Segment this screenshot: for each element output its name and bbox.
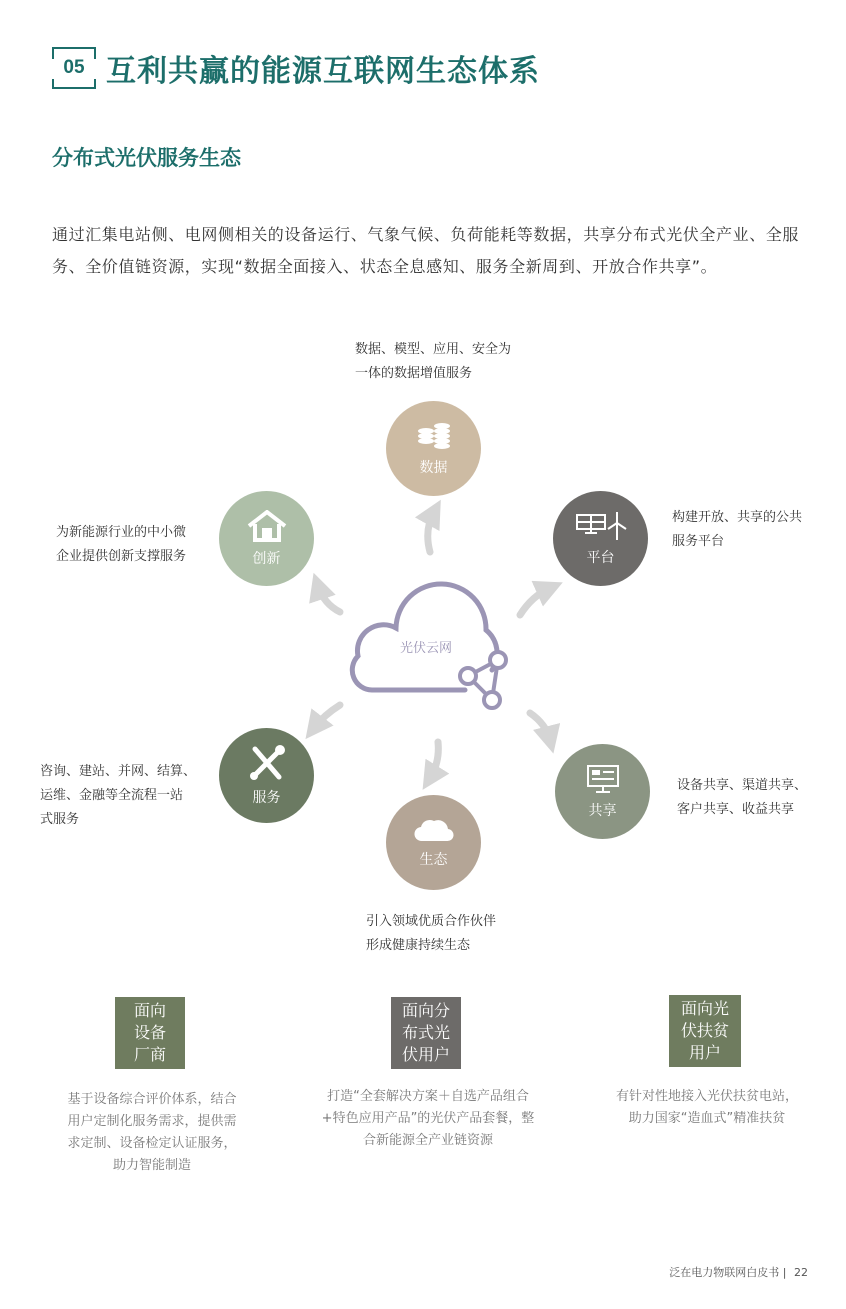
footer-separator: | — [782, 1266, 787, 1279]
card-text-line: 有针对性地接入光伏扶贫电站， — [615, 1089, 798, 1104]
section-number: 05 — [63, 57, 85, 78]
service-desc-line1: 咨询、建站、并网、结算、 — [40, 764, 197, 779]
platform-desc-line2: 服务平台 — [672, 534, 725, 549]
card-tag-line: 面向光 — [680, 999, 729, 1018]
service-desc — [40, 760, 196, 832]
innovate-desc-line2: 企业提供创新支撑服务 — [56, 549, 187, 564]
card-text-line: +特色应用产品”的光伏产品套餐，整 — [321, 1111, 535, 1126]
share-desc — [677, 774, 807, 822]
card-text-line: 合新能源全产业链资源 — [362, 1133, 493, 1148]
sub-title: 分布式光伏服务生态 — [52, 146, 241, 170]
arrow-to-data — [428, 512, 434, 552]
eco-desc — [366, 910, 496, 958]
cloud-icon — [414, 817, 454, 843]
home-icon — [247, 510, 287, 542]
node-platform — [553, 491, 648, 586]
data-desc — [355, 338, 511, 386]
share-desc-line1: 设备共享、渠道共享、 — [677, 778, 808, 793]
innovate-desc-line1: 为新能源行业的中小微 — [56, 525, 187, 540]
solar-wind-icon — [573, 511, 629, 541]
page-number: 22 — [794, 1266, 808, 1279]
monitor-icon — [586, 764, 620, 794]
eco-desc-line1: 引入领域优质合作伙伴 — [366, 914, 497, 929]
platform-desc-line1: 构建开放、共享的公共 — [672, 510, 803, 525]
card-tag-equipment — [115, 997, 185, 1069]
node-data — [386, 401, 481, 496]
coin-stack-icon — [416, 421, 452, 451]
page-footer — [669, 1264, 808, 1280]
card-text-line: 助力智能制造 — [112, 1158, 191, 1173]
card-tag-line: 面向分 — [401, 1001, 450, 1020]
arrow-to-platform — [520, 588, 550, 615]
card-tag-poverty — [669, 995, 741, 1067]
data-desc-line2: 一体的数据增值服务 — [355, 366, 473, 381]
arrow-to-eco — [430, 742, 438, 778]
node-eco-label: 生态 — [419, 851, 448, 868]
node-eco — [386, 795, 481, 890]
card-text-pv-users — [303, 1086, 553, 1152]
card-text-line: 求定制、设备检定认证服务， — [67, 1136, 237, 1151]
card-tag-line: 厂商 — [133, 1045, 166, 1064]
intro-paragraph: 通过汇集电站侧、电网侧相关的设备运行、气象气候、负荷能耗等数据，共享分布式光伏全产业、全服务、全价值链资源，实现“数据全面接入、状态全息感知、服务全新周到、开放合作共享”。 — [52, 225, 800, 276]
eco-desc-line2: 形成健康持续生态 — [366, 938, 471, 953]
node-service — [219, 728, 314, 823]
service-desc-line2: 运维、金融等全流程一站 — [40, 788, 184, 803]
share-desc-line2: 客户共享、收益共享 — [677, 802, 795, 817]
card-tag-line: 面向 — [133, 1001, 166, 1020]
card-text-line: 用户定制化服务需求，提供需 — [67, 1114, 237, 1129]
service-desc-line3: 式服务 — [40, 812, 80, 827]
card-tag-line: 设备 — [133, 1023, 166, 1042]
section-title: 互利共赢的能源互联网生态体系 — [106, 54, 540, 89]
arrow-to-share — [530, 713, 550, 740]
card-tag-pv-users — [391, 997, 461, 1069]
card-tag-line: 用户 — [688, 1043, 721, 1062]
card-tag-line: 布式光 — [401, 1023, 450, 1042]
node-share-label: 共享 — [588, 802, 617, 819]
innovate-desc — [56, 521, 186, 569]
tools-icon — [247, 745, 287, 781]
node-share — [555, 744, 650, 839]
card-tag-line: 伏扶贫 — [680, 1021, 729, 1040]
arrow-to-innovate — [318, 586, 340, 612]
footer-title: 泛在电力物联网白皮书 — [669, 1266, 780, 1279]
card-text-line: 打造“全套解决方案＋自选产品组合 — [327, 1089, 529, 1104]
card-text-line: 基于设备综合评价体系，结合 — [67, 1092, 237, 1107]
node-innovate — [219, 491, 314, 586]
node-platform-label: 平台 — [586, 549, 615, 566]
card-tag-line: 伏用户 — [401, 1045, 450, 1064]
center-label: 光伏云网 — [400, 641, 453, 656]
arrow-to-service — [314, 705, 340, 728]
platform-desc — [672, 506, 802, 554]
card-text-equipment — [32, 1089, 272, 1177]
card-text-poverty — [587, 1086, 827, 1130]
node-service-label: 服务 — [252, 789, 281, 806]
card-text-line: 助力国家“造血式”精准扶贫 — [628, 1111, 786, 1126]
data-desc-line1: 数据、模型、应用、安全为 — [355, 342, 512, 357]
node-data-label: 数据 — [419, 459, 448, 476]
node-innovate-label: 创新 — [252, 550, 281, 567]
